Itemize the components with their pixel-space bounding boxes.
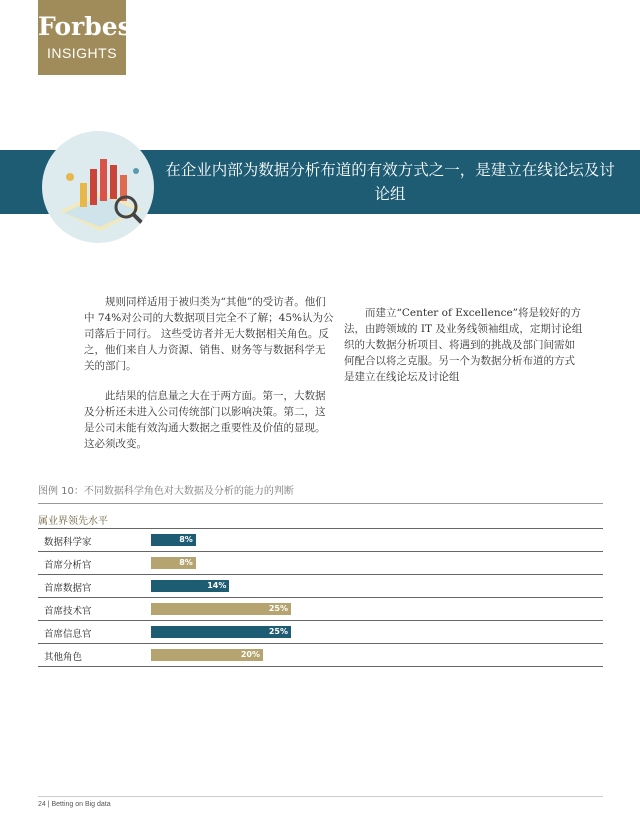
chart-value-label: 25% <box>268 604 288 613</box>
chart-value-label: 8% <box>179 558 193 567</box>
chart-category-label: 首席技术官 <box>44 606 92 617</box>
chart-value-label: 20% <box>240 650 260 659</box>
chart-value-label: 14% <box>207 581 227 590</box>
analytics-illustration <box>42 131 154 243</box>
figure-title: 图例 10：不同数据科学角色对大数据及分析的能力的判断 <box>38 482 603 504</box>
chart-bar <box>151 534 196 546</box>
logo-brand: Forbes <box>38 12 132 41</box>
chart-row <box>38 574 603 597</box>
chart-bar <box>151 603 291 615</box>
page-footer: 24 | Betting on Big data <box>38 796 603 808</box>
chart-row <box>38 528 603 551</box>
chart-bar <box>151 580 229 592</box>
chart-row <box>38 551 603 574</box>
chart-row <box>38 643 603 667</box>
chart-category-label: 首席数据官 <box>44 583 92 594</box>
banner-title: 在企业内部为数据分析布道的有效方式之一，是建立在线论坛及讨论组 <box>165 161 615 203</box>
chart-bar <box>151 557 196 569</box>
chart-category-label: 首席分析官 <box>44 560 92 571</box>
chart-title: 属业界领先水平 <box>38 516 108 527</box>
left-paragraph-2: 此结果的信息量之大在于两方面。第一，大数据及分析还未进入公司传统部门以影响决策。第二，这是公司未能有效沟通大数据之重要性及价值的显现。这必须改变。 <box>84 390 326 450</box>
left-paragraph-1: 规则同样适用于被归类为“其他”的受访者。他们中 74%对公司的大数据项目完全不了解；45%认为公司落后于同行。 这些受访者并无大数据相关角色。反之，他们来自人力资源、销售、财务等与数据科学无关的部门。 <box>84 296 334 372</box>
left-column <box>84 294 334 466</box>
chart-category-label: 数据科学家 <box>44 537 92 548</box>
chart-value-label: 25% <box>268 627 288 636</box>
right-column <box>344 305 584 399</box>
forbes-insights-logo <box>38 0 132 75</box>
chart-row <box>38 620 603 643</box>
right-paragraph-1: 而建立“Center of Excellence”将是较好的方法，由跨领域的 IT 及业务线领袖组成，定期讨论组织的大数据分析项目、将遇到的挑战及部门间需如何配合以将之克服。另一个为数据分析布道的方式是建立在线论坛及讨论组 <box>344 307 583 383</box>
bar-chart <box>38 528 603 667</box>
chart-bar <box>151 649 263 661</box>
chart-bar <box>151 626 291 638</box>
chart-value-label: 8% <box>179 535 193 544</box>
logo-sub: INSIGHTS <box>46 45 118 61</box>
chart-row <box>38 597 603 620</box>
chart-category-label: 首席信息官 <box>44 629 92 640</box>
chart-category-label: 其他角色 <box>44 652 83 663</box>
